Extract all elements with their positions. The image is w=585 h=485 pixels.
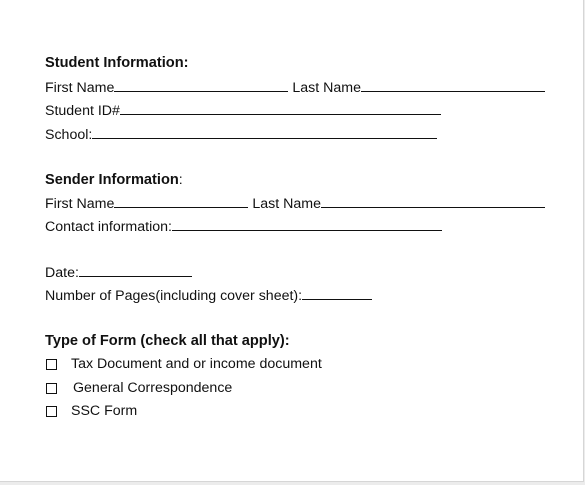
student-last-name-field[interactable]: [361, 78, 545, 92]
date-field[interactable]: [79, 263, 192, 277]
student-id-field[interactable]: [120, 101, 441, 115]
sender-name-row: [45, 194, 549, 213]
contact-info-field[interactable]: [172, 217, 442, 231]
contact-info-label: Contact information:: [45, 219, 172, 235]
form-type-heading: Type of Form (check all that apply):: [45, 333, 290, 349]
sender-info-heading-colon: :: [178, 172, 183, 188]
date-row: [45, 263, 196, 282]
sender-info-heading-row: [45, 171, 183, 189]
sender-last-name-label: Last Name: [252, 196, 321, 212]
checkbox-general-correspondence[interactable]: [46, 383, 57, 394]
student-id-row: [45, 101, 445, 120]
sender-info-heading: Sender Information: [45, 172, 179, 188]
student-id-label: Student ID#: [45, 103, 120, 119]
student-first-name-field[interactable]: [114, 78, 288, 92]
option-label-tax-document: Tax Document and or income document: [71, 356, 322, 372]
sender-last-name-field[interactable]: [321, 194, 545, 208]
student-info-heading: Student Information:: [45, 55, 189, 71]
pages-field[interactable]: [302, 286, 372, 300]
sender-first-name-label: First Name: [45, 196, 115, 212]
pages-row: [45, 286, 376, 305]
student-last-name-label: Last Name: [292, 80, 361, 96]
school-row: [45, 125, 441, 144]
checkbox-ssc-form[interactable]: [46, 406, 57, 417]
option-label-ssc-form: SSC Form: [71, 403, 138, 419]
form-type-option[interactable]: [45, 355, 322, 373]
pages-label: Number of Pages(including cover sheet):: [45, 288, 303, 304]
student-first-name-label: First Name: [45, 80, 115, 96]
form-type-option[interactable]: [45, 379, 232, 397]
student-name-row: [45, 78, 549, 97]
sender-first-name-field[interactable]: [114, 194, 248, 208]
school-label: School:: [45, 127, 93, 143]
contact-row: [45, 217, 446, 236]
form-type-option[interactable]: [45, 402, 137, 420]
checkbox-tax-document[interactable]: [46, 359, 57, 370]
option-label-general-correspondence: General Correspondence: [73, 380, 233, 396]
school-field[interactable]: [92, 125, 437, 139]
date-label: Date:: [45, 265, 79, 281]
